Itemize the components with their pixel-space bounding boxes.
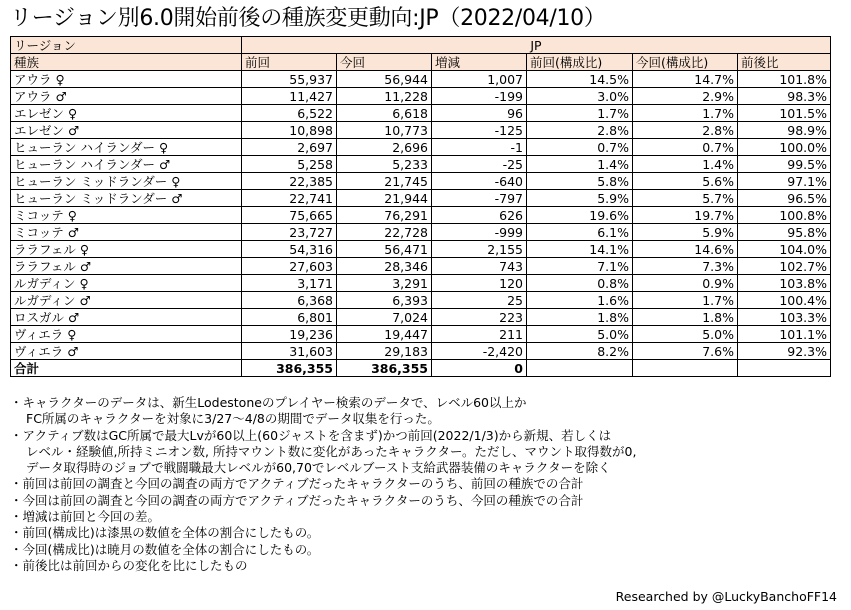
curr-count-cell: 22,728 [337,224,432,241]
curr-ratio-cell: 1.4% [633,156,738,173]
curr-ratio-cell: 5.7% [633,190,738,207]
table-row [11,241,831,258]
curr-ratio-cell: 19.7% [633,207,738,224]
table-row [11,71,831,88]
curr-count-cell: 28,346 [337,258,432,275]
curr-count-cell: 6,393 [337,292,432,309]
race-cell: ララフェル ♂ [11,258,242,275]
note-line: データ取得時のジョブで戦闘職最大レベルが60,70でレベルブースト支給武器装備のキャラクターを除く [26,460,611,476]
prev-ratio-cell: 3.0% [527,88,633,105]
curr-ratio-cell: 2.9% [633,88,738,105]
empty-cell [527,360,633,377]
col-header-prev: 前回 [242,54,337,71]
table-row [11,122,831,139]
table-row [11,173,831,190]
col-header-curr: 今回 [337,54,432,71]
prev-count-cell: 6,522 [242,105,337,122]
prev-ratio-cell: 1.7% [527,105,633,122]
diff-cell: -640 [432,173,527,190]
table-row [11,258,831,275]
race-cell: ララフェル ♀ [11,241,242,258]
prev-ratio-cell: 5.0% [527,326,633,343]
table-row [11,326,831,343]
curr-count-cell: 6,618 [337,105,432,122]
notes [10,395,840,574]
curr-ratio-cell: 14.6% [633,241,738,258]
region-value: JP [242,37,831,54]
note-line: レベル・経験値,所持ミニオン数, 所持マウント数に変化があったキャラクター。ただし、マウント取得数が0, [26,443,637,459]
curr-ratio-cell: 1.7% [633,292,738,309]
curr-ratio-cell: 0.9% [633,275,738,292]
prev-count-cell: 5,258 [242,156,337,173]
prev-ratio-cell: 1.4% [527,156,633,173]
change-ratio-cell: 92.3% [738,343,831,360]
change-ratio-cell: 103.3% [738,309,831,326]
diff-cell: -999 [432,224,527,241]
col-header-curr-ratio: 今回(構成比) [633,54,738,71]
prev-ratio-cell: 7.1% [527,258,633,275]
prev-ratio-cell: 0.8% [527,275,633,292]
note-line: ・前後比は前回からの変化を比にしたもの [10,557,248,573]
prev-ratio-cell: 1.8% [527,309,633,326]
race-cell: ヴィエラ ♀ [11,326,242,343]
curr-count-cell: 10,773 [337,122,432,139]
prev-count-cell: 3,171 [242,275,337,292]
prev-count-cell: 22,385 [242,173,337,190]
credit: Researched by @LuckyBanchoFF14 [615,589,837,604]
region-label: リージョン [11,37,242,54]
region-header-row [11,37,831,54]
prev-count-cell: 6,368 [242,292,337,309]
curr-ratio-cell: 5.9% [633,224,738,241]
note-line: ・前回(構成比)は漆黒の数値を全体の割合にしたもの。 [10,525,320,541]
prev-count-cell: 54,316 [242,241,337,258]
table-row [11,292,831,309]
prev-ratio-cell: 2.8% [527,122,633,139]
change-ratio-cell: 101.5% [738,105,831,122]
prev-count-cell: 31,603 [242,343,337,360]
change-ratio-cell: 96.5% [738,190,831,207]
prev-count-cell: 55,937 [242,71,337,88]
curr-ratio-cell: 5.6% [633,173,738,190]
curr-ratio-cell: 5.0% [633,326,738,343]
race-cell: ルガディン ♂ [11,292,242,309]
curr-count-cell: 19,447 [337,326,432,343]
change-ratio-cell: 100.8% [738,207,831,224]
change-ratio-cell: 99.5% [738,156,831,173]
col-header-change: 前後比 [738,54,831,71]
curr-ratio-cell: 1.8% [633,309,738,326]
table-row [11,190,831,207]
note-line: ・増減は前回と今回の差。 [10,509,161,525]
race-cell: ルガディン ♀ [11,275,242,292]
empty-cell [633,360,738,377]
prev-ratio-cell: 5.8% [527,173,633,190]
diff-cell: -2,420 [432,343,527,360]
diff-cell: -1 [432,139,527,156]
prev-count-cell: 11,427 [242,88,337,105]
page-title: リージョン別6.0開始前後の種族変更動向:JP（2022/04/10） [10,6,606,31]
table-row [11,139,831,156]
table-row [11,309,831,326]
prev-ratio-cell: 1.6% [527,292,633,309]
change-ratio-cell: 102.7% [738,258,831,275]
note-line: ・今回は前回の調査と今回の調査の両方でアクティブだったキャラクターのうち、今回の種族での合計 [10,492,584,508]
race-cell: ロスガル ♂ [11,309,242,326]
table-row [11,343,831,360]
change-ratio-cell: 95.8% [738,224,831,241]
total-prev: 386,355 [242,360,337,377]
race-cell: アウラ ♂ [11,88,242,105]
prev-count-cell: 6,801 [242,309,337,326]
diff-cell: 626 [432,207,527,224]
race-cell: ヴィエラ ♂ [11,343,242,360]
curr-count-cell: 76,291 [337,207,432,224]
prev-ratio-cell: 14.5% [527,71,633,88]
change-ratio-cell: 104.0% [738,241,831,258]
race-cell: ミコッテ ♂ [11,224,242,241]
column-header-row [11,54,831,71]
diff-cell: -25 [432,156,527,173]
diff-cell: 120 [432,275,527,292]
curr-count-cell: 11,228 [337,88,432,105]
curr-ratio-cell: 7.6% [633,343,738,360]
curr-count-cell: 21,745 [337,173,432,190]
race-cell: ヒューラン ミッドランダー ♂ [11,190,242,207]
table-row [11,156,831,173]
curr-ratio-cell: 1.7% [633,105,738,122]
prev-ratio-cell: 8.2% [527,343,633,360]
curr-count-cell: 3,291 [337,275,432,292]
race-cell: エレゼン ♀ [11,105,242,122]
diff-cell: 211 [432,326,527,343]
race-cell: ミコッテ ♀ [11,207,242,224]
empty-cell [738,360,831,377]
prev-count-cell: 22,741 [242,190,337,207]
diff-cell: -797 [432,190,527,207]
total-curr: 386,355 [337,360,432,377]
curr-count-cell: 56,471 [337,241,432,258]
prev-count-cell: 10,898 [242,122,337,139]
total-diff: 0 [432,360,527,377]
change-ratio-cell: 101.1% [738,326,831,343]
table-row [11,275,831,292]
prev-count-cell: 23,727 [242,224,337,241]
prev-count-cell: 27,603 [242,258,337,275]
change-ratio-cell: 100.0% [738,139,831,156]
diff-cell: -125 [432,122,527,139]
race-change-table [10,36,831,377]
total-row [11,360,831,377]
col-header-race: 種族 [11,54,242,71]
prev-ratio-cell: 0.7% [527,139,633,156]
curr-count-cell: 2,696 [337,139,432,156]
curr-count-cell: 7,024 [337,309,432,326]
curr-count-cell: 5,233 [337,156,432,173]
change-ratio-cell: 97.1% [738,173,831,190]
change-ratio-cell: 101.8% [738,71,831,88]
prev-ratio-cell: 14.1% [527,241,633,258]
note-line: FC所属のキャラクターを対象に3/27～4/8の期間でデータ収集を行った。 [26,411,440,427]
curr-ratio-cell: 14.7% [633,71,738,88]
table-row [11,88,831,105]
note-line: ・アクティブ数はGC所属で最大Lvが60以上(60ジャストを含まず)かつ前回(2022/1/3)から新規、若しくは [10,427,612,443]
race-cell: ヒューラン ミッドランダー ♀ [11,173,242,190]
col-header-prev-ratio: 前回(構成比) [527,54,633,71]
change-ratio-cell: 98.3% [738,88,831,105]
prev-ratio-cell: 6.1% [527,224,633,241]
change-ratio-cell: 98.9% [738,122,831,139]
curr-ratio-cell: 2.8% [633,122,738,139]
note-line: ・前回は前回の調査と今回の調査の両方でアクティブだったキャラクターのうち、前回の種族での合計 [10,476,584,492]
diff-cell: 96 [432,105,527,122]
col-header-diff: 増減 [432,54,527,71]
change-ratio-cell: 103.8% [738,275,831,292]
diff-cell: 223 [432,309,527,326]
table-row [11,224,831,241]
curr-ratio-cell: 0.7% [633,139,738,156]
race-cell: アウラ ♀ [11,71,242,88]
prev-ratio-cell: 19.6% [527,207,633,224]
diff-cell: 2,155 [432,241,527,258]
prev-count-cell: 75,665 [242,207,337,224]
race-cell: ヒューラン ハイランダー ♂ [11,156,242,173]
curr-count-cell: 29,183 [337,343,432,360]
race-cell: エレゼン ♂ [11,122,242,139]
curr-count-cell: 56,944 [337,71,432,88]
race-cell: ヒューラン ハイランダー ♀ [11,139,242,156]
curr-count-cell: 21,944 [337,190,432,207]
prev-count-cell: 2,697 [242,139,337,156]
curr-ratio-cell: 7.3% [633,258,738,275]
table-row [11,105,831,122]
note-line: ・今回(構成比)は暁月の数値を全体の割合にしたもの。 [10,541,320,557]
note-line: ・キャラクターのデータは、新生Lodestoneのプレイヤー検索のデータで、レベル60以上か [10,395,527,410]
diff-cell: -199 [432,88,527,105]
prev-count-cell: 19,236 [242,326,337,343]
diff-cell: 743 [432,258,527,275]
diff-cell: 1,007 [432,71,527,88]
table-row [11,207,831,224]
prev-ratio-cell: 5.9% [527,190,633,207]
total-label: 合計 [11,360,242,377]
diff-cell: 25 [432,292,527,309]
change-ratio-cell: 100.4% [738,292,831,309]
